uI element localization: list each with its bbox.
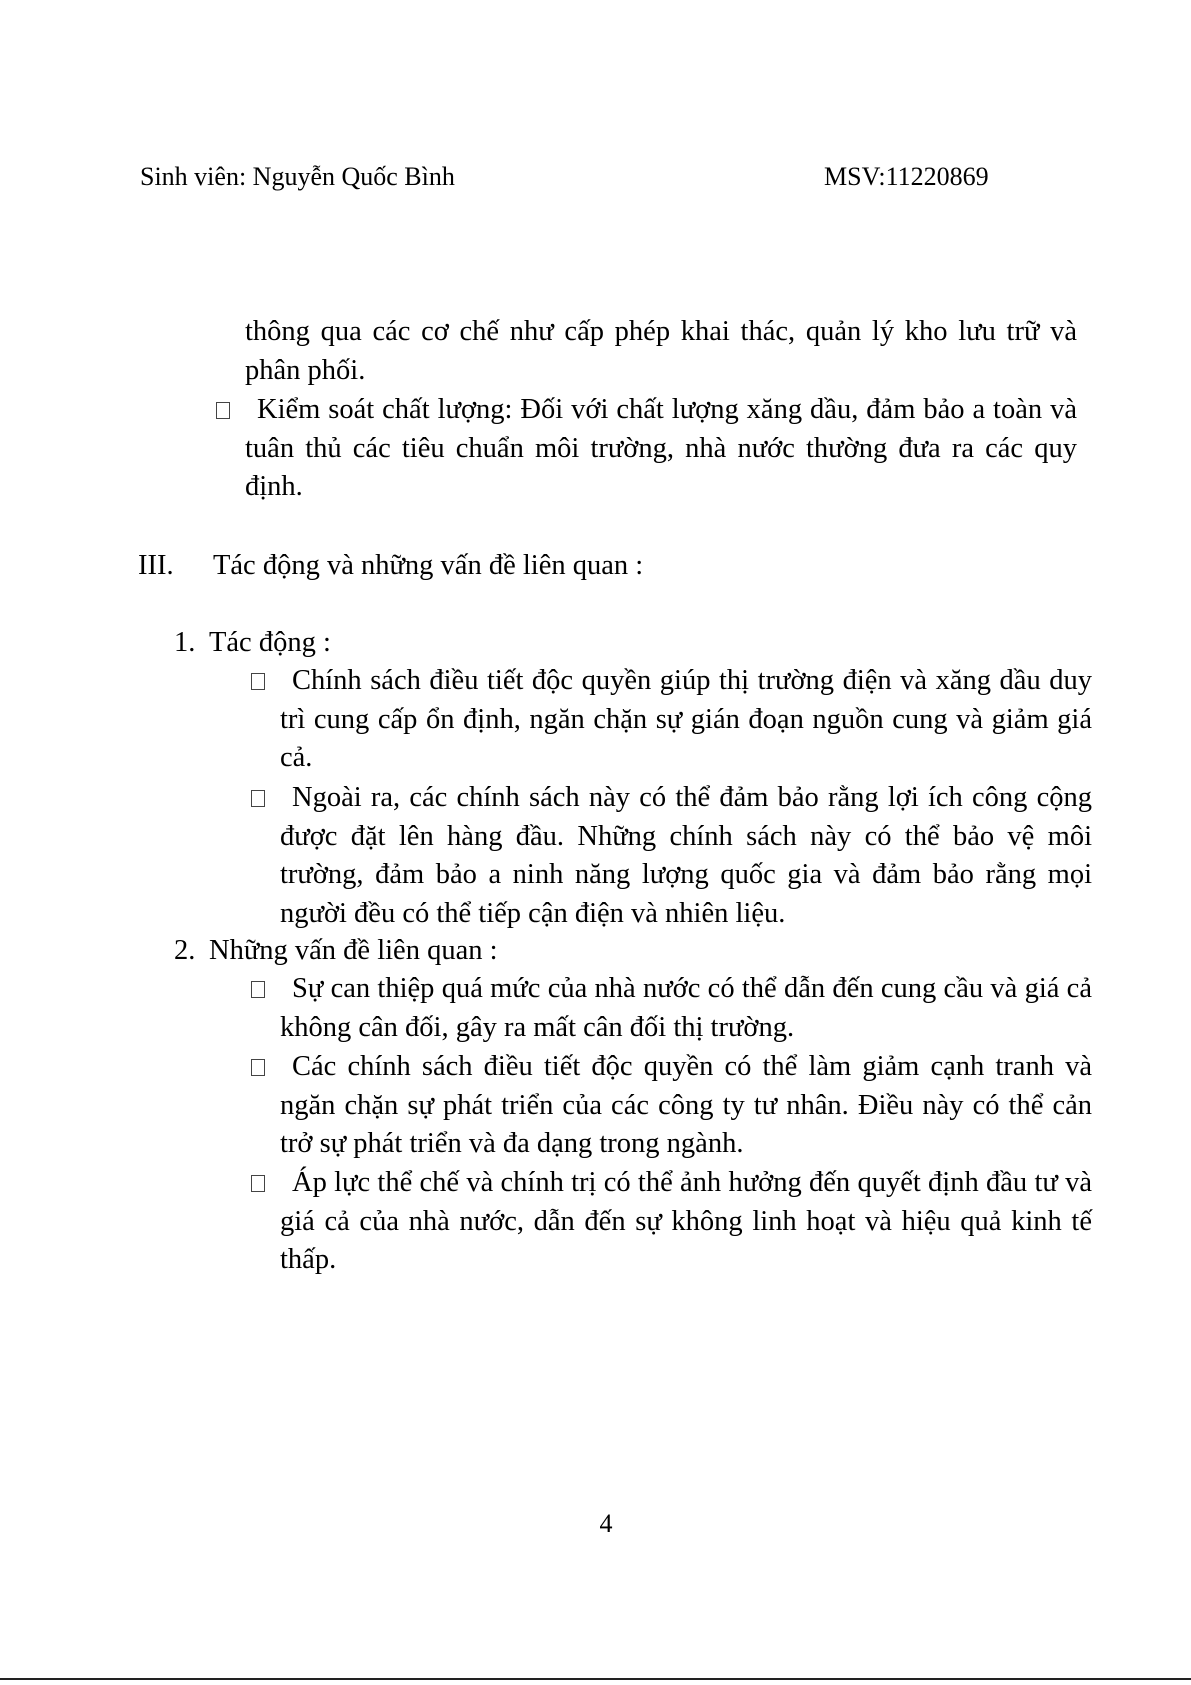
bullet-box-icon: [251, 790, 265, 807]
bullet-text: Ngoài ra, các chính sách này có thể đảm bảo rằng lợi ích công cộng được đặt lên hàng đầu. Những chính sách này có thể bảo vệ môi trường, đảm bảo a ninh năng lượng quốc gia và đảm bảo rằng mọi người đều có thể tiếp cận điện và nhiên liệu.: [280, 782, 1092, 929]
bullet-box-icon: [251, 1175, 265, 1192]
section-heading: Tác động và những vấn đề liên quan :: [213, 550, 644, 581]
subsection-number: 1.: [174, 627, 196, 658]
student-name: Sinh viên: Nguyễn Quốc Bình: [140, 162, 455, 191]
bullet-text: Chính sách điều tiết độc quyền giúp thị trường điện và xăng dầu duy trì cung cấp ổn định, ngăn chặn sự gián đoạn nguồn cung và giảm giá cả.: [280, 665, 1092, 774]
section-numeral: III.: [138, 550, 174, 581]
subsection-title: Tác động :: [209, 627, 331, 658]
page-bottom-edge: [0, 1678, 1191, 1680]
bullet-text: Kiểm soát chất lượng: Đối với chất lượng xăng dầu, đảm bảo a toàn và tuân thủ các tiêu chuẩn môi trường, nhà nước thường đưa ra các quy định.: [245, 394, 1077, 503]
continuation-paragraph: thông qua các cơ chế như cấp phép khai thác, quản lý kho lưu trữ và phân phối.: [245, 316, 1077, 386]
subsection-title: Những vấn đề liên quan :: [209, 935, 498, 966]
student-id: MSV:11220869: [824, 162, 989, 191]
page-number: 4: [599, 1509, 613, 1538]
bullet-text: Áp lực thể chế và chính trị có thể ảnh hưởng đến quyết định đầu tư và giá cả của nhà nước, dẫn đến sự không linh hoạt và hiệu quả kinh tế thấp.: [280, 1167, 1092, 1276]
bullet-text: Sự can thiệp quá mức của nhà nước có thể dẫn đến cung cầu và giá cả không cân đối, gây ra mất cân đối thị trường.: [280, 973, 1092, 1043]
bullet-text: Các chính sách điều tiết độc quyền có thể làm giảm cạnh tranh và ngăn chặn sự phát triển của các công ty tư nhân. Điều này có thể cản trở sự phát triển và đa dạng trong ngành.: [280, 1051, 1092, 1160]
bullet-box-icon: [251, 981, 265, 998]
bullet-box-icon: [251, 1059, 265, 1076]
bullet-box-icon: [251, 673, 265, 690]
subsection-number: 2.: [174, 935, 196, 966]
bullet-box-icon: [216, 402, 230, 419]
